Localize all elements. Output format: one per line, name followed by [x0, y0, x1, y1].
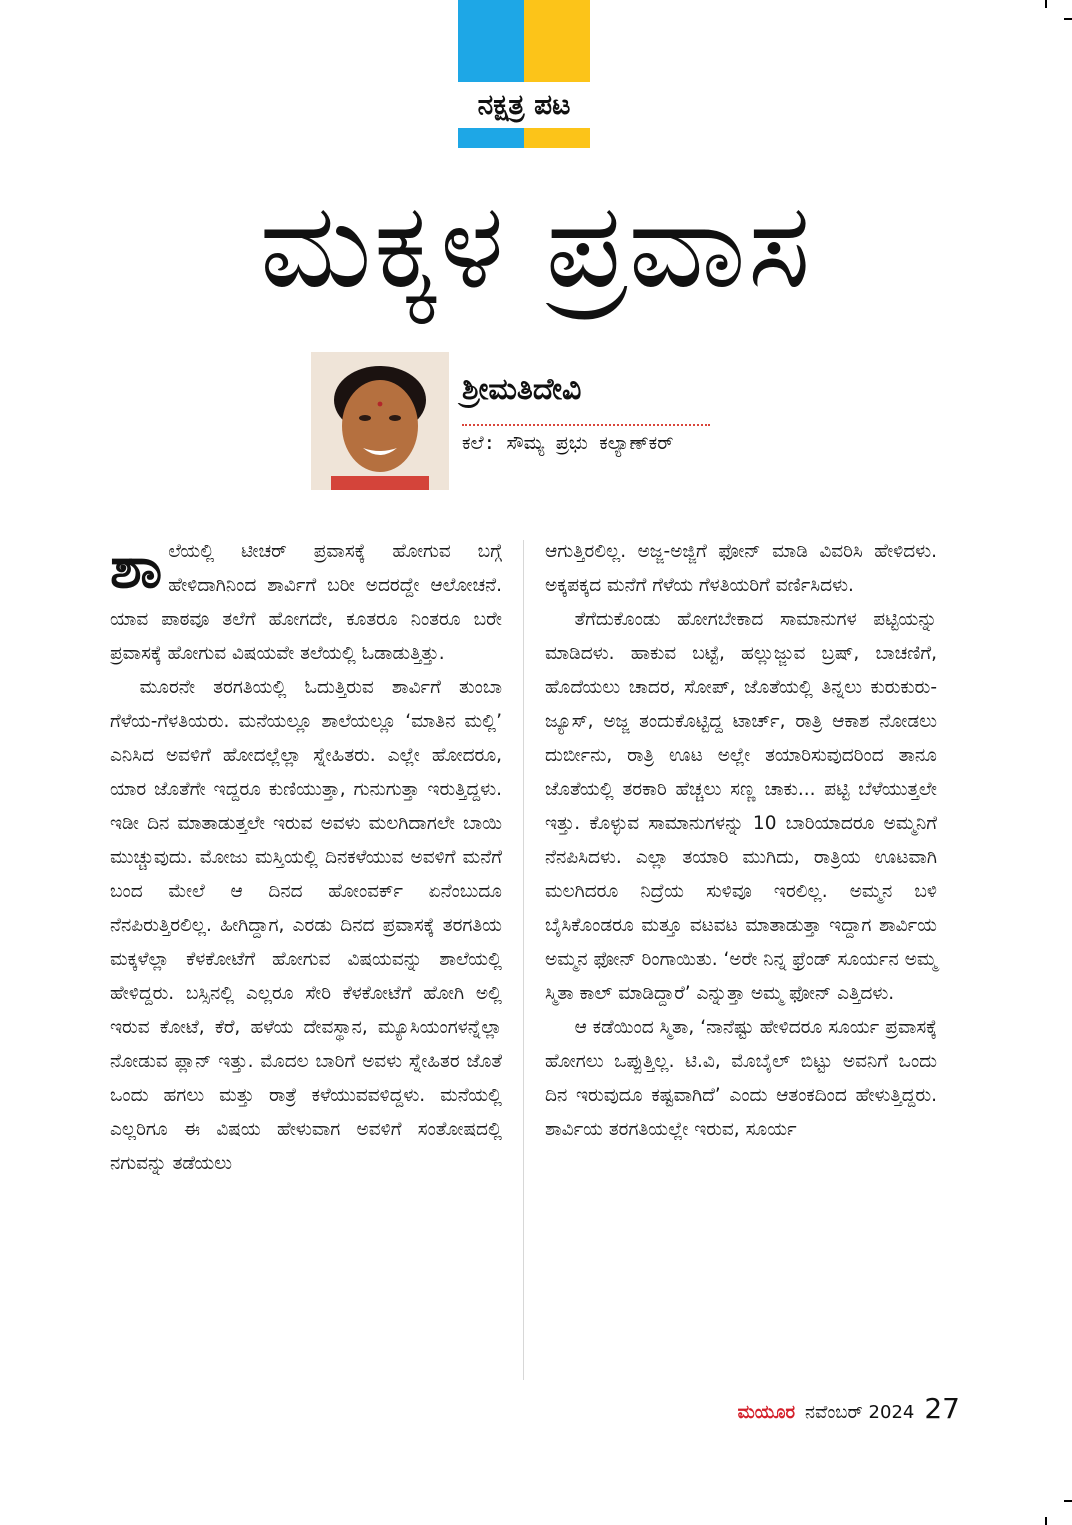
magazine-brand: ಮಯೂರ [737, 1402, 796, 1423]
author-divider [462, 424, 710, 426]
author-name: ಶ್ರೀಮತಿದೇವಿ [462, 372, 582, 407]
author-portrait-illustration [311, 352, 449, 490]
paragraph: ಆಗುತ್ತಿರಲಿಲ್ಲ. ಅಜ್ಜ-ಅಜ್ಜಿಗೆ ಫೋನ್ ಮಾಡಿ ವಿವರಿಸಿ ಹೇಳಿದಳು. ಅಕ್ಕಪಕ್ಕದ ಮನೆಗೆ ಗೆಳೆಯ ಗೆಳತಿಯರಿಗೆ ವರ್ಣಿಸಿದಳು. [545, 541, 937, 596]
crop-mark-bottom-right [1045, 1517, 1047, 1525]
article-column-left [110, 535, 502, 1181]
section-logo [458, 0, 590, 150]
crop-mark-right-upper [1064, 18, 1072, 20]
paragraph-text: ಲೆಯಲ್ಲಿ ಟೀಚರ್ ಪ್ರವಾಸಕ್ಕೆ ಹೋಗುವ ಬಗ್ಗೆ ಹೇಳಿದಾಗಿನಿಂದ ಶಾರ್ವಿಗೆ ಬರೀ ಅದರದ್ದೇ ಆಲೋಚನೆ. ಯಾವ ಪಾಠವೂ ತಲೆಗೆ ಹೋಗದೇ, ಕೂತರೂ ನಿಂತರೂ ಬರೇ ಪ್ರವಾಸಕ್ಕೆ ಹೋಗುವ ವಿಷಯವೇ ತಲೆಯಲ್ಲಿ ಓಡಾಡುತ್ತಿತ್ತು. [110, 541, 502, 664]
author-photo [311, 352, 449, 490]
crop-mark-top-right [1045, 0, 1047, 8]
paragraph: ಮೂರನೇ ತರಗತಿಯಲ್ಲಿ ಓದುತ್ತಿರುವ ಶಾರ್ವಿಗೆ ತುಂಬಾ ಗೆಳೆಯ-ಗೆಳತಿಯರು. ಮನೆಯಲ್ಲೂ ಶಾಲೆಯಲ್ಲೂ ‘ಮಾತಿನ ಮಲ್ಲಿ’ ಎನಿಸಿದ ಅವಳಿಗೆ ಹೋದಲ್ಲೆಲ್ಲಾ ಸ್ನೇಹಿತರು. ಎಲ್ಲೇ ಹೋದರೂ, ಯಾರ ಜೊತೆಗೇ ಇದ್ದರೂ ಕುಣಿಯುತ್ತಾ, ಗುನುಗುತ್ತಾ ಇರುತ್ತಿದ್ದಳು. ಇಡೀ ದಿನ ಮಾತಾಡುತ್ತಲೇ ಇರುವ ಅವಳು ಮಲಗಿದಾಗಲೇ ಬಾಯಿ ಮುಚ್ಚುವುದು. ಮೋಜು ಮಸ್ತಿಯಲ್ಲಿ ದಿನಕಳೆಯುವ ಅವಳಿಗೆ ಮನೆಗೆ ಬಂದ ಮೇಲೆ ಆ ದಿನದ ಹೋಂವರ್ಕ್ ಏನೆಂಬುದೂ ನೆನಪಿರುತ್ತಿರಲಿಲ್ಲ. ಹೀಗಿದ್ದಾಗ, ಎರಡು ದಿನದ ಪ್ರವಾಸಕ್ಕೆ ತರಗತಿಯ ಮಕ್ಕಳೆಲ್ಲಾ ಕೆಳಕೋಟೆಗೆ ಹೋಗುವ ವಿಷಯವನ್ನು ಶಾಲೆಯಲ್ಲಿ ಹೇಳಿದ್ದರು. ಬಸ್ಸಿನಲ್ಲಿ ಎಲ್ಲರೂ ಸೇರಿ ಕೆಳಕೋಟೆಗೆ ಹೋಗಿ ಅಲ್ಲಿ ಇರುವ ಕೋಟೆ, ಕೆರೆ, ಹಳೆಯ ದೇವಸ್ಥಾನ, ಮ್ಯೂಸಿಯಂಗಳನ್ನೆಲ್ಲಾ ನೋಡುವ ಪ್ಲಾನ್ ಇತ್ತು. ಮೊದಲ ಬಾರಿಗೆ ಅವಳು ಸ್ನೇಹಿತರ ಜೊತೆ ಒಂದು ಹಗಲು ಮತ್ತು ರಾತ್ರೆ ಕಳೆಯುವವಳಿದ್ದಳು. ಮನೆಯಲ್ಲಿ ಎಲ್ಲರಿಗೂ ಈ ವಿಷಯ ಹೇಳುವಾಗ ಅವಳಿಗೆ ಸಂತೋಷದಲ್ಲಿ ನಗುವನ್ನು ತಡೆಯಲು [110, 677, 502, 1174]
page-footer [738, 1392, 960, 1432]
article-column-right [545, 535, 937, 1147]
issue-date: ನವೆಂಬರ್ 2024 [805, 1402, 915, 1423]
paragraph [110, 535, 502, 671]
article-title: ಮಕ್ಕಳ ಪ್ರವಾಸ [259, 176, 813, 314]
page-number: 27 [924, 1392, 960, 1425]
logo-yellow-block [524, 0, 590, 82]
logo-blue-block [458, 0, 524, 82]
crop-mark-right-lower [1064, 1500, 1072, 1502]
paragraph: ಆ ಕಡೆಯಿಂದ ಸ್ಮಿತಾ, ‘ನಾನೆಷ್ಟು ಹೇಳಿದರೂ ಸೂರ್ಯ ಪ್ರವಾಸಕ್ಕೆ ಹೋಗಲು ಒಪ್ಪುತ್ತಿಲ್ಲ. ಟಿ.ವಿ, ಮೊಬೈಲ್ ಬಿಟ್ಟು ಅವನಿಗೆ ಒಂದು ದಿನ ಇರುವುದೂ ಕಷ್ಟವಾಗಿದೆ’ ಎಂದು ಆತಂಕದಿಂದ ಹೇಳುತ್ತಿದ್ದರು. ಶಾರ್ವಿಯ ತರಗತಿಯಲ್ಲೇ ಇರುವ, ಸೂರ್ಯ [545, 1017, 937, 1140]
logo-yellow-strip [524, 128, 590, 148]
section-label: ನಕ್ಷತ್ರ ಪಟ [458, 82, 590, 128]
logo-blue-strip [458, 128, 524, 148]
column-divider [523, 540, 524, 1380]
paragraph: ತೆಗೆದುಕೊಂಡು ಹೋಗಬೇಕಾದ ಸಾಮಾನುಗಳ ಪಟ್ಟಿಯನ್ನು ಮಾಡಿದಳು. ಹಾಕುವ ಬಟ್ಟೆ, ಹಲ್ಲುಜ್ಜುವ ಬ್ರಷ್, ಬಾಚಣಿಗೆ, ಹೊದೆಯಲು ಚಾದರ, ಸೋಪ್, ಜೊತೆಯಲ್ಲಿ ತಿನ್ನಲು ಕುರುಕುರು-ಜ್ಯೂಸ್, ಅಜ್ಜ ತಂದುಕೊಟ್ಟಿದ್ದ ಟಾರ್ಚ್, ರಾತ್ರಿ ಆಕಾಶ ನೋಡಲು ದುರ್ಬೀನು, ರಾತ್ರಿ ಊಟ ಅಲ್ಲೇ ತಯಾರಿಸುವುದರಿಂದ ತಾನೂ ಜೊತೆಯಲ್ಲಿ ತರಕಾರಿ ಹೆಚ್ಚಲು ಸಣ್ಣ ಚಾಕು... ಪಟ್ಟಿ ಬೆಳೆಯುತ್ತಲೇ ಇತ್ತು. ಕೊಳ್ಳುವ ಸಾಮಾನುಗಳನ್ನು 10 ಬಾರಿಯಾದರೂ ಅಮ್ಮನಿಗೆ ನೆನಪಿಸಿದಳು. ಎಲ್ಲಾ ತಯಾರಿ ಮುಗಿದು, ರಾತ್ರಿಯ ಊಟವಾಗಿ ಮಲಗಿದರೂ ನಿದ್ರೆಯ ಸುಳಿವೂ ಇರಲಿಲ್ಲ. ಅಮ್ಮನ ಬಳಿ ಬೈಸಿಕೊಂಡರೂ ಮತ್ತೂ ವಟವಟ ಮಾತಾಡುತ್ತಾ ಇದ್ದಾಗ ಶಾರ್ವಿಯ ಅಮ್ಮನ ಫೋನ್ ರಿಂಗಾಯಿತು. ‘ಅರೇ ನಿನ್ನ ಫ್ರೆಂಡ್ ಸೂರ್ಯನ ಅಮ್ಮ ಸ್ಮಿತಾ ಕಾಲ್ ಮಾಡಿದ್ದಾರೆ’ ಎನ್ನುತ್ತಾ ಅಮ್ಮ ಫೋನ್ ಎತ್ತಿದಳು. [545, 609, 937, 1004]
drop-cap: ಶಾ [110, 533, 163, 601]
illustrator-credit: ಕಲೆ: ಸೌಮ್ಯ ಪ್ರಭು ಕಲ್ಯಾಣ್‌ಕರ್ [462, 432, 674, 454]
